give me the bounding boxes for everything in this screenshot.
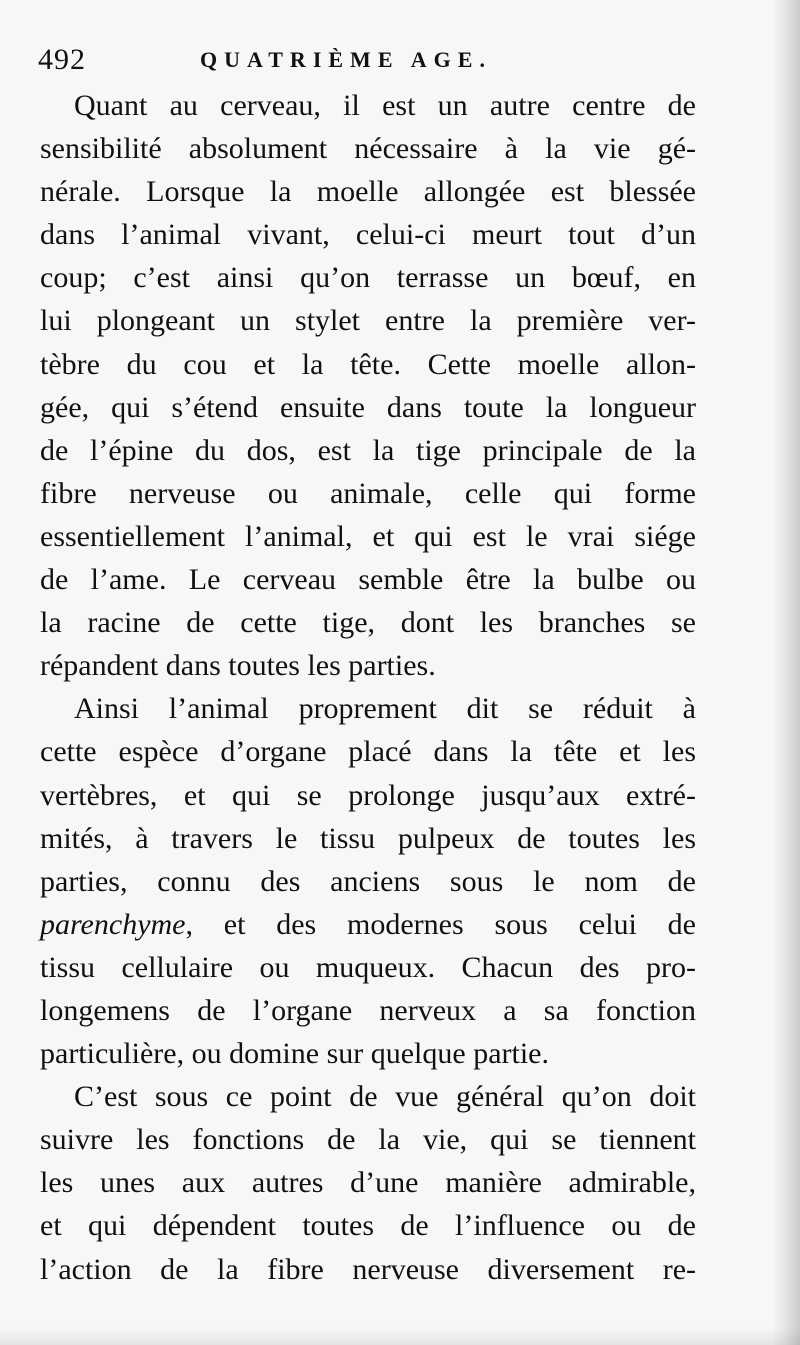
text-line: répandent dans toutes les parties.: [40, 649, 436, 683]
page-number: 492: [38, 43, 86, 76]
text-line: suivre les fonctions de la vie, qui se tiennent: [40, 1123, 696, 1157]
text-line: Quant au cerveau, il est un autre centre de: [74, 89, 696, 122]
text-line: lui plongeant un stylet entre la première ver-: [40, 304, 696, 338]
text-line: coup; c’est ainsi qu’on terrasse un bœuf, en: [40, 261, 696, 295]
text-line-rest: , et des modernes sous celui de: [185, 907, 696, 941]
text-line: fibre nerveuse ou animale, celle qui forme: [40, 476, 696, 510]
text-line: C’est sous ce point de vue général qu’on doit: [74, 1080, 696, 1114]
text-line: Ainsi l’animal proprement dit se réduit à: [74, 692, 696, 726]
text-line: vertèbres, et qui se prolonge jusqu’aux extré-: [40, 778, 696, 812]
text-line: gée, qui s’étend ensuite dans toute la longueur: [40, 390, 696, 424]
text-line: tèbre du cou et la tête. Cette moelle allon-: [40, 347, 696, 381]
text-line: mités, à travers le tissu pulpeux de toutes les: [40, 821, 696, 855]
text-line: de l’épine du dos, est la tige principale de la: [40, 433, 696, 467]
italic-term: parenchyme: [40, 907, 186, 941]
running-head: [38, 40, 698, 80]
text-line: longemens de l’organe nerveux a sa fonction: [40, 993, 696, 1027]
text-line: particulière, ou domine sur quelque partie.: [40, 1037, 549, 1071]
text-line: essentiellement l’animal, et qui est le vrai siége: [40, 519, 696, 553]
text-line: et qui dépendent toutes de l’influence ou de: [40, 1209, 696, 1243]
text-line: cette espèce d’organe placé dans la tête et les: [40, 735, 696, 769]
text-line-with-italic: [40, 903, 696, 946]
text-line: l’action de la fibre nerveuse diversement re-: [40, 1252, 696, 1286]
page-bottom-shadow: [0, 1327, 800, 1345]
running-title: QUATRIÈME AGE.: [200, 47, 492, 72]
text-line: sensibilité absolument nécessaire à la vie gé-: [40, 132, 696, 166]
text-line: parties, connu des anciens sous le nom de: [40, 864, 696, 898]
text-line: nérale. Lorsque la moelle allongée est blessée: [40, 175, 696, 209]
page-edge-shadow: [772, 0, 800, 1345]
text-line: la racine de cette tige, dont les branches se: [40, 606, 696, 640]
body-text: [40, 84, 696, 1291]
text-line: de l’ame. Le cerveau semble être la bulbe ou: [40, 563, 696, 597]
text-line: dans l’animal vivant, celui-ci meurt tout d’un: [40, 218, 696, 252]
text-line: les unes aux autres d’une manière admirable,: [40, 1166, 696, 1200]
text-line: tissu cellulaire ou muqueux. Chacun des pro-: [40, 950, 696, 984]
